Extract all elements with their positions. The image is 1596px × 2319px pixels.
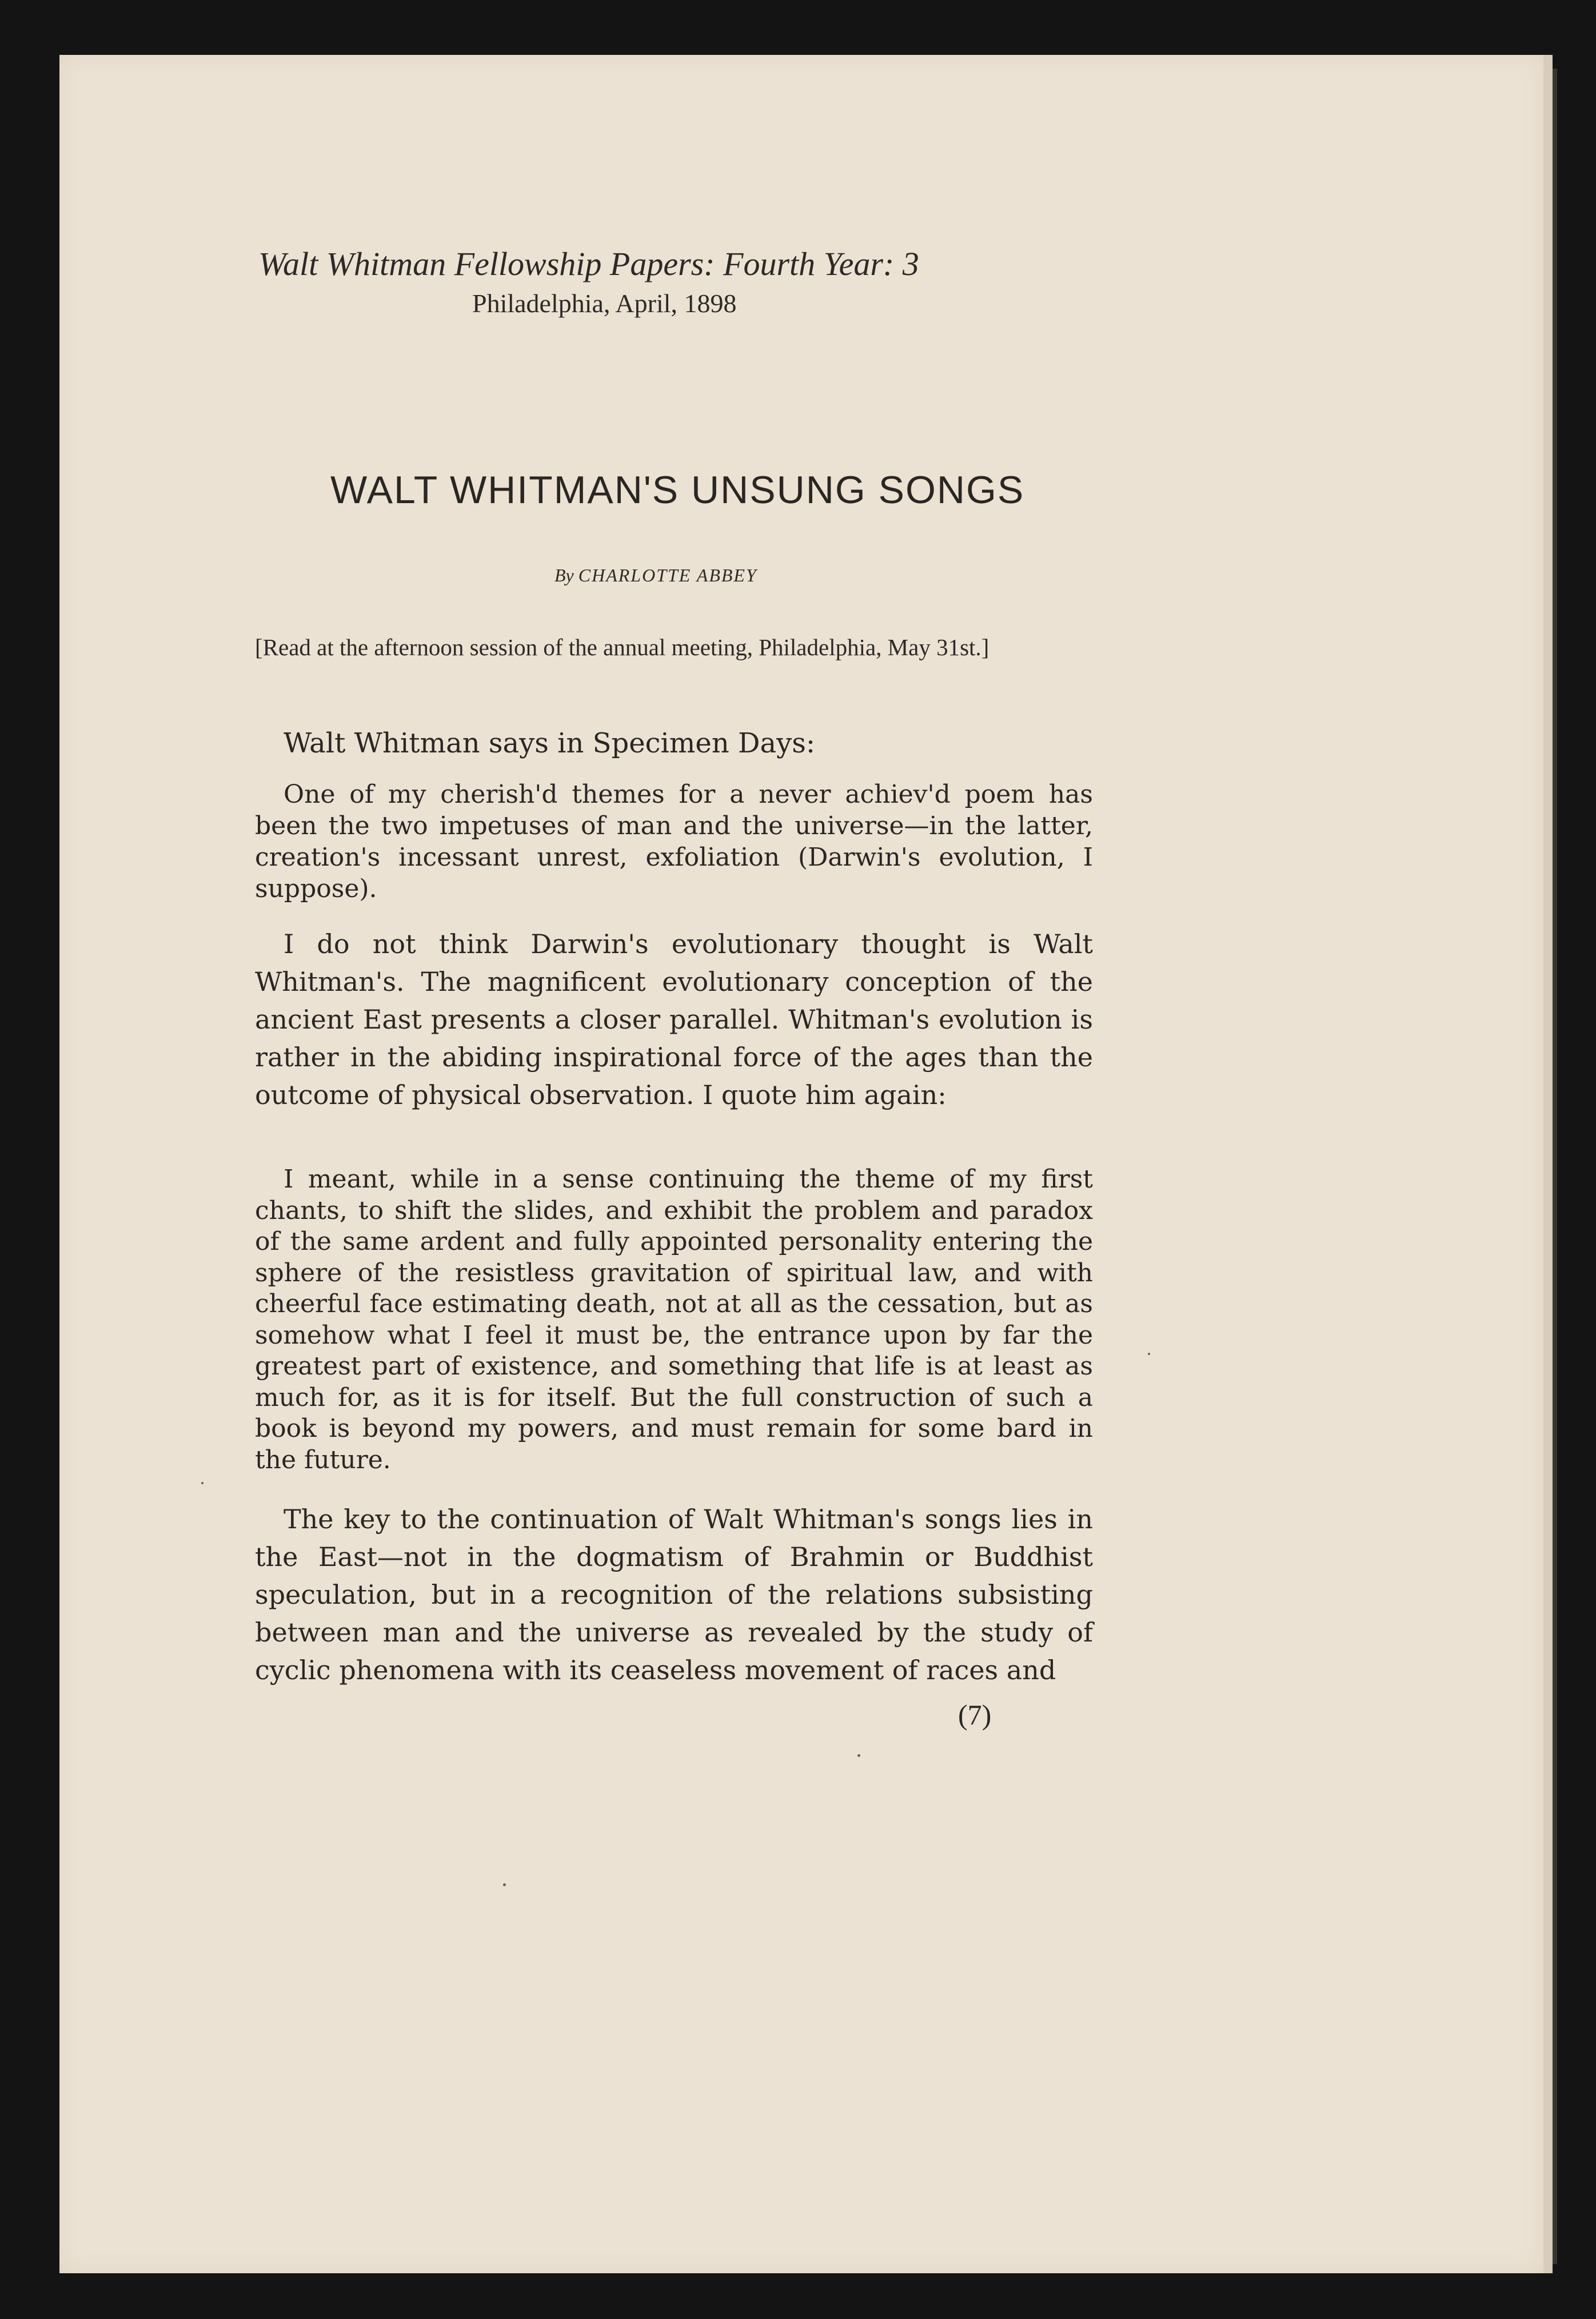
paper-speck bbox=[857, 1754, 860, 1757]
series-header: Walt Whitman Fellowship Papers: Fourth Year: 3 bbox=[258, 245, 919, 282]
page-shadow-edge bbox=[1553, 69, 1557, 2264]
paragraph-evolution: I do not think Darwin's evolutionary thought is Walt Whitman's. The magnificent evolutionary conception of the ancient East presents a closer parallel. Whitman's evolution is rather in the abiding inspirational force of the ages than the outcome of physical observation. I quote him again: bbox=[255, 929, 1093, 1110]
paragraph-east: The key to the continuation of Walt Whitman's songs lies in the East—not in the dogmatism of Brahmin or Buddhist speculation, but in a recognition of the relations subsisting between man and the universe as revealed by the study of cyclic phenomena with its ceaseless movement of races and bbox=[255, 1504, 1093, 1686]
paper-speck bbox=[503, 1883, 506, 1886]
page-edge bbox=[1543, 55, 1553, 2273]
paper-speck bbox=[1148, 1353, 1150, 1355]
place-date: Philadelphia, April, 1898 bbox=[472, 289, 737, 318]
paragraph-intro: Walt Whitman says in Specimen Days: bbox=[284, 727, 816, 759]
byline-prefix: By bbox=[554, 565, 574, 585]
quote-specimen-days: One of my cherish'd themes for a never achiev'd poem has been the two impetuses of man and the universe—in the latter, creation's incessant unrest, exfoliation (Darwin's evolution, I suppose). bbox=[255, 780, 1093, 903]
paper-speck bbox=[201, 1482, 204, 1484]
page-title: WALT WHITMAN'S UNSUNG SONGS bbox=[330, 468, 1025, 512]
byline bbox=[554, 565, 897, 586]
byline-author: CHARLOTTE ABBEY bbox=[578, 565, 757, 585]
reading-note: [Read at the afternoon session of the annual meeting, Philadelphia, May 31st.] bbox=[255, 634, 989, 660]
page-number: (7) bbox=[958, 1699, 992, 1731]
quote-unsung-theme: I meant, while in a sense continuing the theme of my first chants, to shift the slides, and exhibit the problem and paradox of the same ardent and fully appointed personality entering the sphere of the resistless gravitation of spiritual law, and with cheerful face estimating death, not at all as the cessation, but as somehow what I feel it must be, the entrance upon by far the greatest part of existence, and something that life is at least as much for, as it is for itself. But the full construction of such a book is beyond my powers, and must remain for some bard in the future. bbox=[255, 1165, 1093, 1475]
